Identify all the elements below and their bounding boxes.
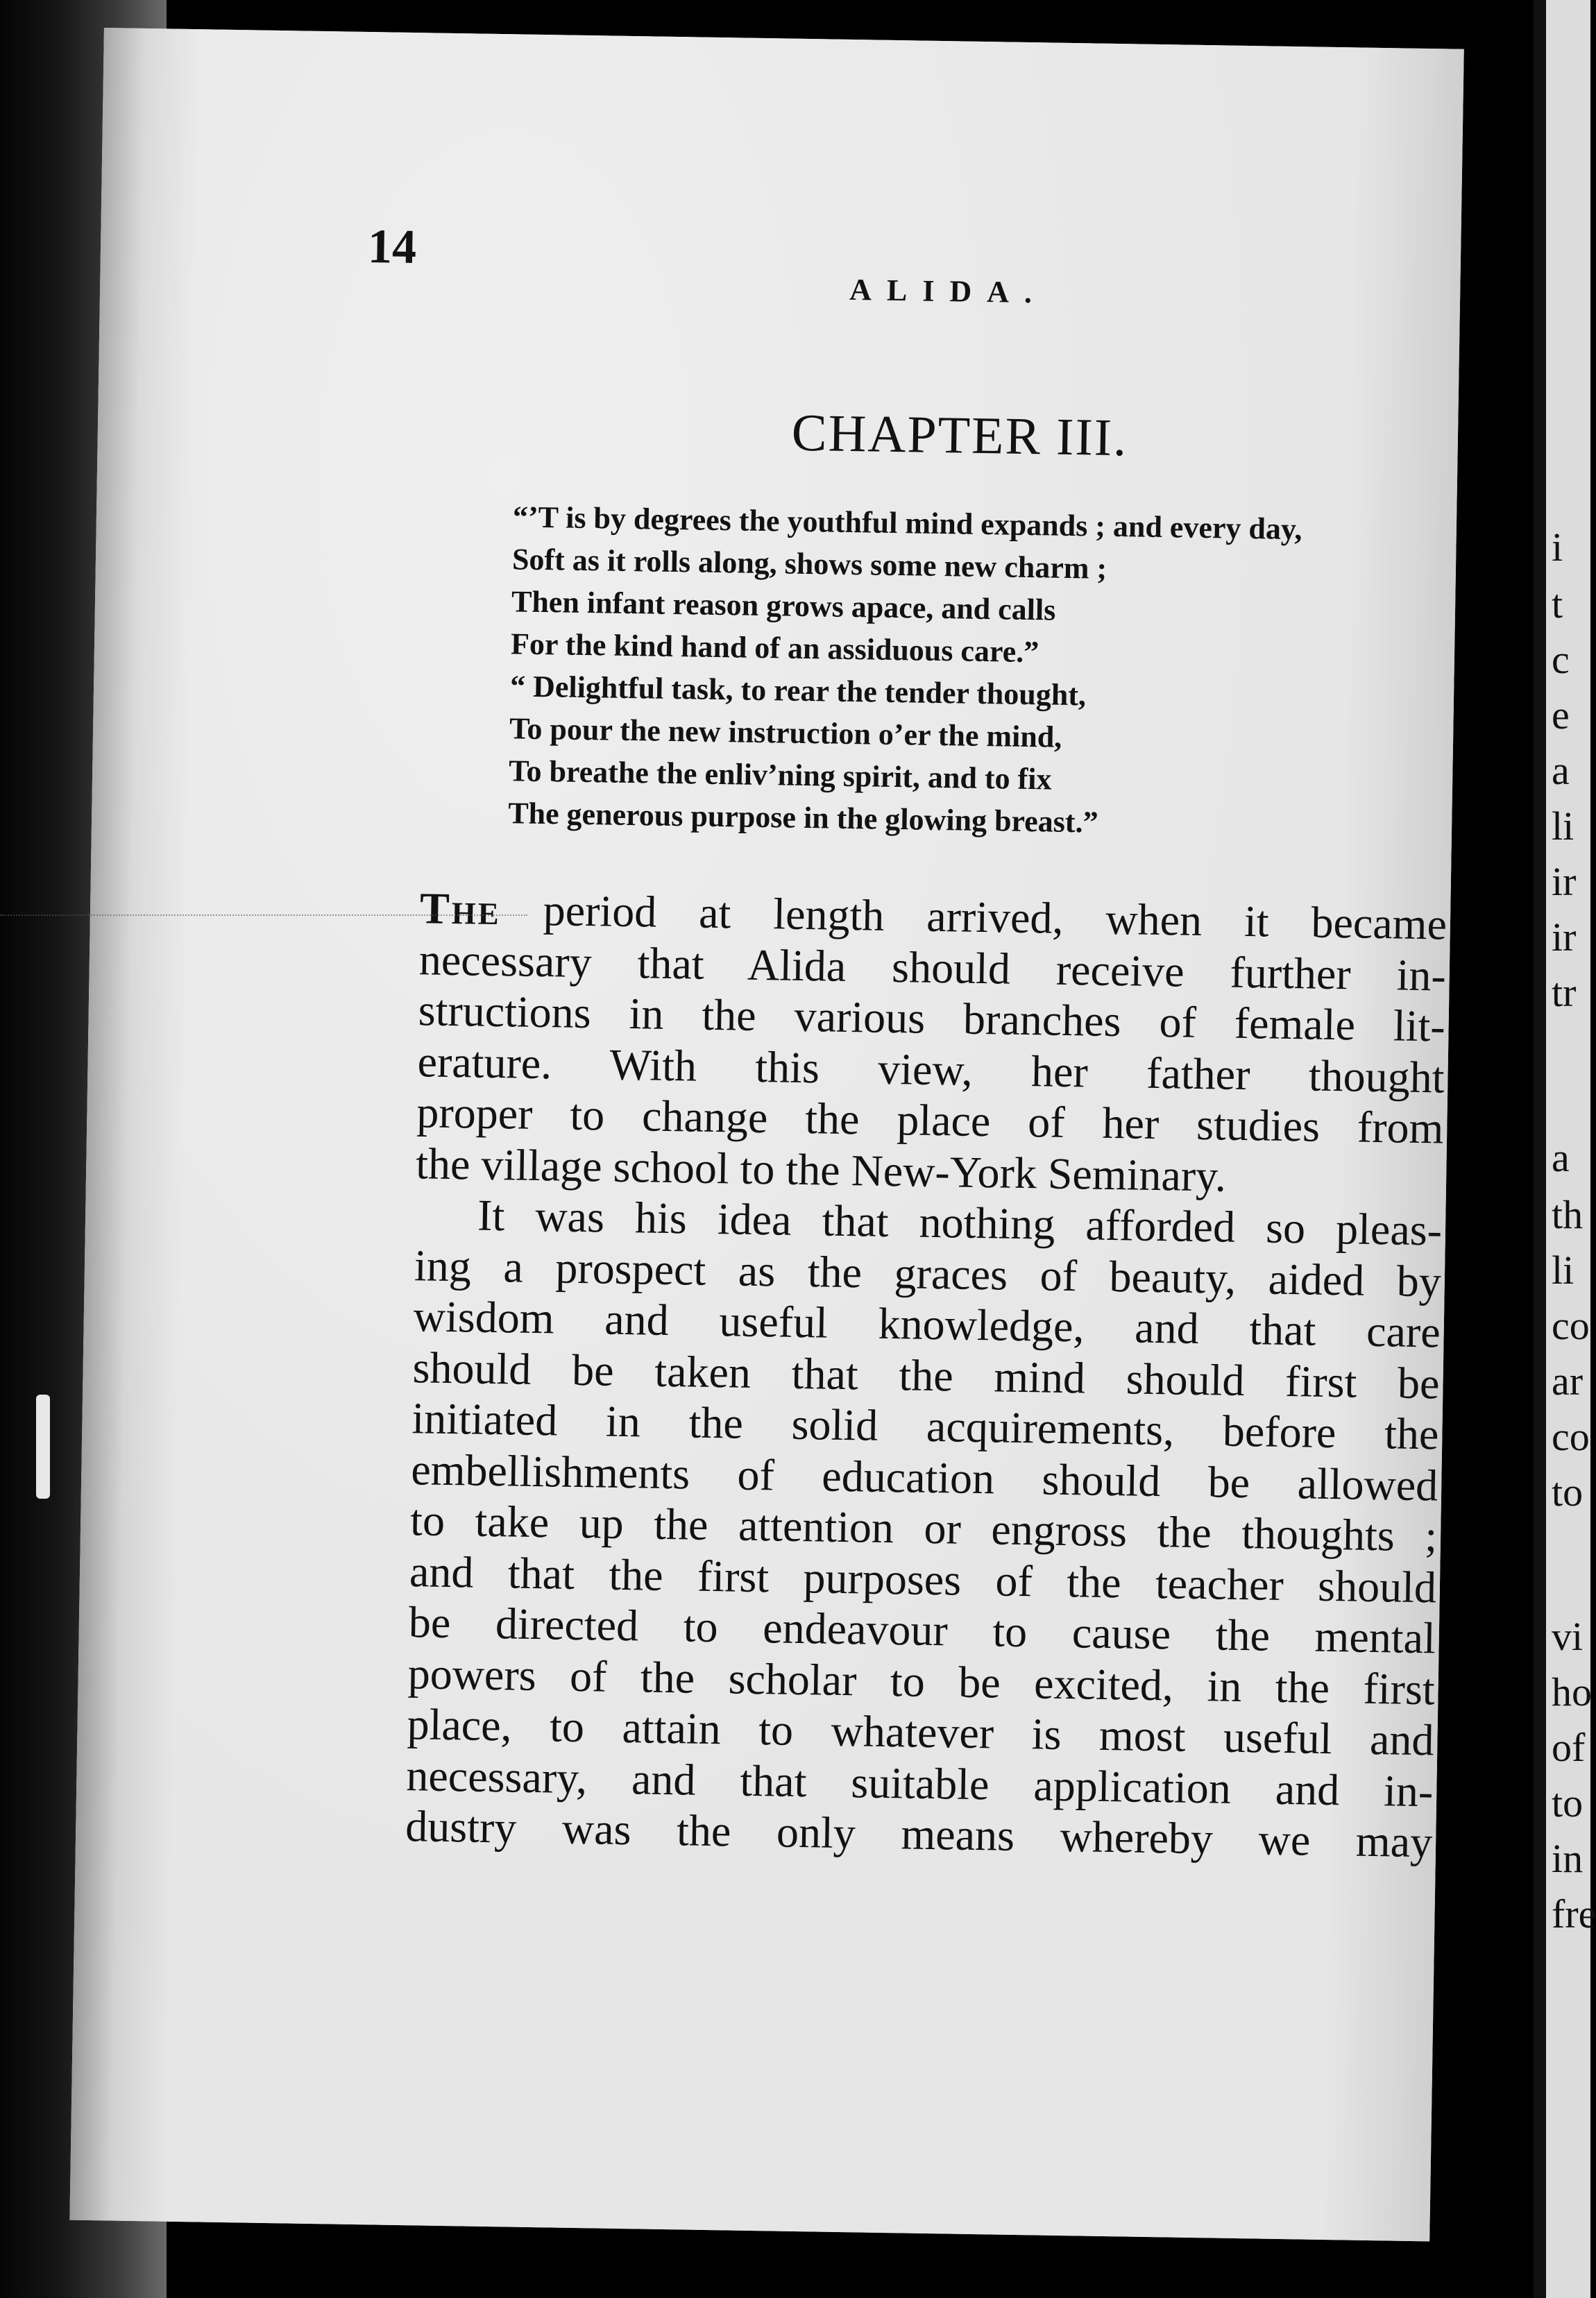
epigraph-line: Then infant reason grows apace, and calls: [511, 584, 1056, 627]
adjacent-page-fragment: fre: [1552, 1891, 1596, 1937]
adjacent-page-fragment: tr: [1552, 970, 1577, 1015]
scan-artifact-line: [0, 914, 527, 917]
adjacent-page-fragment: in: [1552, 1836, 1584, 1881]
epigraph-line: The generous purpose in the glowing breast.”: [507, 796, 1098, 840]
adjacent-page-fragment: c: [1552, 637, 1570, 682]
adjacent-page-fragment: to: [1552, 1470, 1584, 1515]
body-line: the village school to the New-York Seminary.: [415, 1138, 1227, 1201]
epigraph: [508, 495, 1484, 849]
body-line: embellishments of education should be allowed: [410, 1444, 1438, 1510]
drop-word: The: [419, 883, 502, 935]
adjacent-page-fragment: e: [1552, 692, 1570, 738]
binding-tab: [36, 1395, 50, 1499]
body-line: It was his idea that nothing afforded so pleas-: [477, 1190, 1443, 1255]
body-text: [405, 883, 1448, 1868]
epigraph-line: “ Delightful task, to rear the tender thought,: [509, 669, 1087, 713]
adjacent-page-fragment: co: [1552, 1414, 1590, 1459]
adjacent-page-fragment: ho: [1552, 1669, 1592, 1714]
epigraph-line: Soft as it rolls along, shows some new charm ;: [511, 542, 1107, 586]
body-line: necessary, and that suitable application and in-: [405, 1750, 1434, 1816]
adjacent-page-fragment: ir: [1552, 914, 1577, 960]
chapter-title: CHAPTER III.: [791, 403, 1128, 468]
adjacent-page-fragment: to: [1552, 1780, 1584, 1825]
body-line: place, to attain to whatever is most useful and: [407, 1699, 1435, 1765]
epigraph-line: To breathe the enliv’ning spirit, and to fix: [508, 754, 1052, 797]
page-gutter: [1534, 0, 1546, 2298]
body-line: initiated in the solid acquirements, before the: [411, 1393, 1439, 1459]
paragraph: [405, 1189, 1443, 1868]
epigraph-line: For the kind hand of an assiduous care.”: [510, 627, 1039, 670]
body-line: proper to change the place of her studies from: [416, 1087, 1444, 1153]
body-line: to take up the attention or engross the thoughts ;: [409, 1495, 1438, 1561]
body-line: powers of the scholar to be excited, in the first: [407, 1648, 1436, 1714]
adjacent-page-fragment: of: [1552, 1725, 1586, 1770]
paragraph: [416, 883, 1448, 1205]
adjacent-page-edge: [1534, 0, 1596, 2298]
body-line: and that the first purposes of the teacher should: [409, 1546, 1437, 1612]
adjacent-page-fragment: a: [1552, 1135, 1570, 1180]
adjacent-page-fragment: ar: [1552, 1359, 1584, 1404]
body-line: wisdom and useful knowledge, and that care: [413, 1291, 1441, 1357]
adjacent-page-fragment: a: [1552, 748, 1570, 793]
adjacent-page-fragment: co: [1552, 1303, 1590, 1348]
adjacent-page-fragment: i: [1552, 525, 1563, 570]
adjacent-page-fragment: ir: [1552, 859, 1577, 904]
adjacent-page-fragment: th: [1552, 1192, 1584, 1237]
body-line-text: period at length arrived, when it became: [500, 885, 1448, 949]
adjacent-page-fragment: li: [1552, 1248, 1574, 1293]
epigraph-line: To pour the new instruction o’er the mind,: [509, 711, 1062, 754]
body-line: should be taken that the mind should first be: [412, 1342, 1441, 1408]
epigraph-line: “’T is by degrees the youthful mind expands ; and every day,: [512, 500, 1302, 547]
body-line: ing a prospect as the graces of beauty, aided by: [414, 1240, 1442, 1306]
adjacent-page-fragment: li: [1552, 803, 1574, 849]
body-line: be directed to endeavour to cause the mental: [408, 1597, 1436, 1663]
body-line: necessary that Alida should receive further in-: [418, 934, 1447, 1001]
adjacent-page-fragment: vi: [1552, 1614, 1584, 1659]
running-title: ALIDA.: [849, 272, 1048, 310]
body-line: dustry was the only means whereby we may: [405, 1801, 1433, 1867]
page-number: 14: [367, 220, 417, 275]
adjacent-page-fragment: t: [1552, 581, 1563, 627]
book-page: [69, 28, 1463, 2241]
body-line: erature. With this view, her father thought: [417, 1036, 1445, 1103]
body-line: structions in the various branches of female lit-: [418, 985, 1446, 1051]
